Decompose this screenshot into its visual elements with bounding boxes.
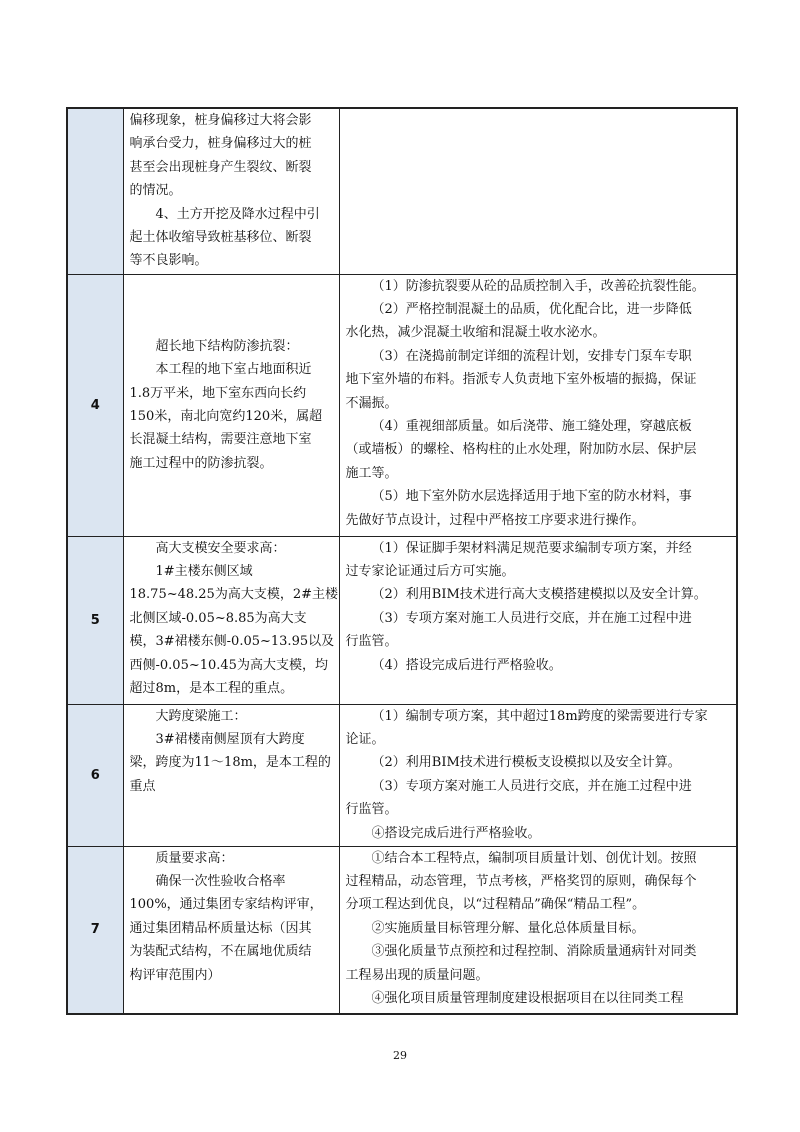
measure-line: ②实施质量目标管理分解、量化总体质量目标。 (371, 920, 645, 936)
risk-line: 模，3#裙楼东侧-0.05~13.95以及 (129, 634, 335, 650)
measures-cell (339, 536, 737, 704)
risk-line: 超长地下结构防渗抗裂： (155, 338, 299, 354)
risk-line: 重点 (129, 778, 156, 794)
measure-line: （3）专项方案对施工人员进行交底，并在施工过程中进 (371, 778, 692, 794)
risk-line: 1.8万平米，地下室东西向长约 (129, 385, 307, 401)
risk-measures-table (66, 107, 738, 1015)
table-row (67, 108, 737, 274)
measure-line: 水化热，减少混凝土收缩和混凝土收水泌水。 (345, 325, 606, 341)
row-number: 6 (67, 704, 123, 846)
risk-line: 响承台受力，桩身偏移过大的桩 (129, 136, 312, 152)
risk-line: 1#主楼东侧区域 (155, 563, 253, 579)
measure-line: （1）编制专项方案，其中超过18m跨度的梁需要进行专家 (371, 708, 708, 724)
measure-line: （或墙板）的螺栓、格构柱的止水处理，附加防水层、保护层 (345, 442, 697, 458)
risk-line: 确保一次性验收合格率 (155, 873, 286, 889)
measure-line: （2）严格控制混凝土的品质，优化配合比，进一步降低 (371, 301, 692, 317)
measure-line: （4）重视细部质量。如后浇带、施工缝处理，穿越底板 (371, 418, 692, 434)
measures-cell (339, 704, 737, 846)
measure-line: 过程精品，动态管理，节点考核，严格奖罚的原则，确保每个 (345, 873, 697, 889)
risk-line: 构评审范围内） (129, 967, 221, 983)
measure-line: ①结合本工程特点，编制项目质量计划、创优计划。按照 (371, 850, 697, 866)
measure-line: ③强化质量节点预控和过程控制、消除质量通病针对同类 (371, 944, 697, 960)
risk-line: 等不良影响。 (129, 253, 208, 269)
risk-line: 为装配式结构，不在属地优质结 (129, 944, 312, 960)
risk-line: 18.75~48.25为高大支模，2#主楼 (129, 587, 338, 603)
measure-line: （2）利用BIM技术进行模板支设模拟以及安全计算。 (371, 755, 681, 771)
measure-line: （3）在浇捣前制定详细的流程计划，安排专门泵车专职 (371, 348, 692, 364)
risk-line: 梁，跨度为11～18m，是本工程的 (129, 755, 331, 771)
risk-cell (123, 704, 339, 846)
measure-line: （1）防渗抗裂要从砼的品质控制入手，改善砼抗裂性能。 (371, 278, 705, 294)
measure-line: （2）利用BIM技术进行高大支模搭建模拟以及安全计算。 (371, 587, 707, 603)
row-number: 5 (67, 536, 123, 704)
measures-cell (339, 846, 737, 1014)
risk-line: 150米，南北向宽约120米，属超 (129, 409, 323, 424)
table-row (67, 274, 737, 536)
measure-line: 施工等。 (345, 465, 398, 481)
risk-cell (123, 846, 339, 1014)
table-row (67, 704, 737, 846)
measure-line: 论证。 (345, 731, 385, 747)
risk-line: 3#裙楼南侧屋顶有大跨度 (155, 731, 305, 747)
risk-line: 起土体收缩导致桩基移位、断裂 (129, 230, 312, 246)
measure-line: ④搭设完成后进行严格验收。 (371, 825, 541, 841)
risk-line: 超过8m，是本工程的重点。 (129, 680, 294, 696)
risk-line: 100%，通过集团专家结构评审， (129, 897, 323, 913)
measure-line: （3）专项方案对施工人员进行交底，并在施工过程中进 (371, 610, 692, 626)
risk-line: 西侧-0.05~10.45为高大支模，均 (129, 657, 328, 673)
row-number: 7 (67, 846, 123, 1014)
risk-cell (123, 274, 339, 536)
measure-line: 行监管。 (345, 802, 398, 818)
risk-cell (123, 108, 339, 274)
page-number: 29 (393, 1049, 407, 1062)
measure-line: 过专家论证通过后方可实施。 (345, 563, 515, 579)
table-row (67, 846, 737, 1014)
measure-line: 不漏振。 (345, 395, 398, 411)
risk-line: 高大支模安全要求高： (155, 540, 286, 556)
measure-line: （1）保证脚手架材料满足规范要求编制专项方案，并经 (371, 540, 692, 556)
risk-line: 通过集团精品杯质量达标（因其 (129, 920, 312, 936)
measure-line: （4）搭设完成后进行严格验收。 (371, 657, 562, 673)
risk-line: 本工程的地下室占地面积近 (155, 362, 312, 378)
measures-cell (339, 108, 737, 274)
row-number: 4 (67, 274, 123, 536)
measure-line: ④强化项目质量管理制度建设根据项目在以往同类工程 (371, 990, 684, 1006)
risk-line: 施工过程中的防渗抗裂。 (129, 455, 273, 471)
measure-line: 行监管。 (345, 634, 398, 650)
measure-line: 先做好节点设计，过程中严格按工序要求进行操作。 (345, 512, 645, 528)
risk-cell (123, 536, 339, 704)
risk-line: 4、土方开挖及降水过程中引 (155, 206, 320, 222)
row-number (67, 108, 123, 274)
measure-line: 分项工程达到优良，以“过程精品”确保“精品工程”。 (345, 897, 646, 913)
measure-line: 工程易出现的质量问题。 (345, 967, 489, 983)
measure-line: 地下室外墙的布料。指派专人负责地下室外板墙的振捣，保证 (345, 372, 697, 388)
table-row (67, 536, 737, 704)
risk-line: 长混凝土结构，需要注意地下室 (129, 432, 312, 448)
risk-line: 偏移现象，桩身偏移过大将会影 (129, 113, 312, 128)
risk-line: 大跨度梁施工： (155, 708, 247, 724)
measure-line: （5）地下室外防水层选择适用于地下室的防水材料，事 (371, 489, 692, 505)
risk-line: 质量要求高： (155, 850, 234, 866)
risk-line: 北侧区域-0.05~8.85为高大支 (129, 610, 307, 626)
measures-cell (339, 274, 737, 536)
risk-line: 的情况。 (129, 183, 182, 199)
risk-line: 甚至会出现桩身产生裂纹、断裂 (129, 159, 312, 175)
